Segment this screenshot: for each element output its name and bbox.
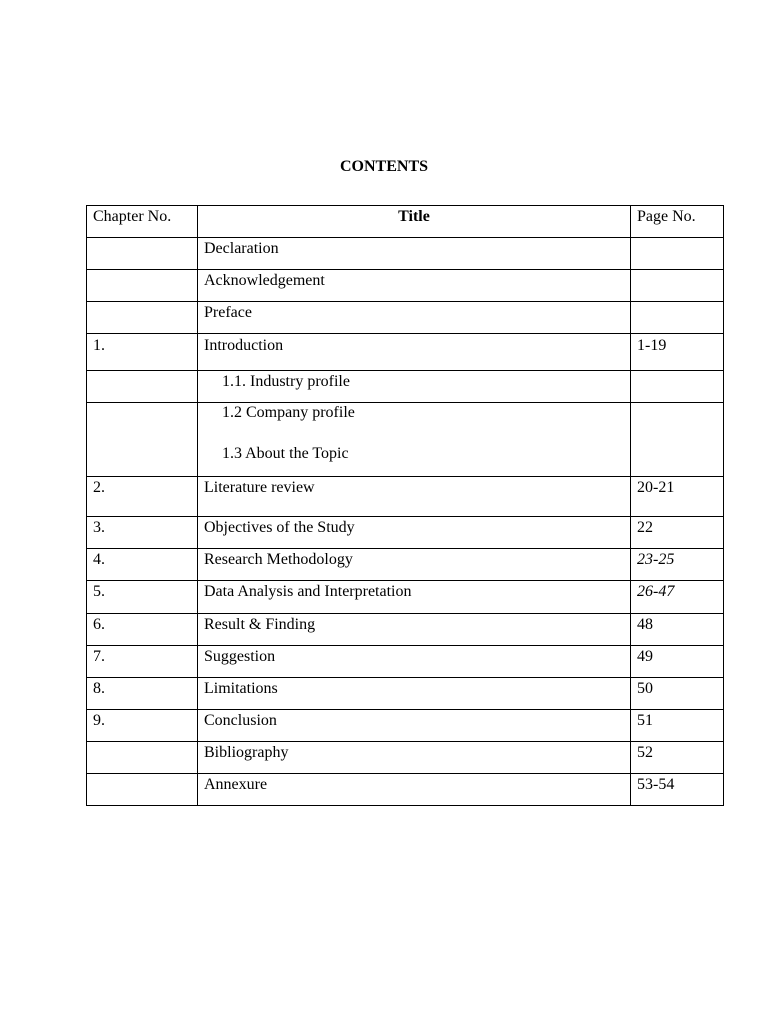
page-cell: 1-19 — [631, 334, 724, 371]
table-row — [87, 614, 724, 646]
page-cell — [631, 270, 724, 302]
table-row — [87, 581, 724, 614]
title-cell: Research Methodology — [198, 549, 631, 581]
header-chapter-no: Chapter No. — [87, 206, 198, 238]
page-cell — [631, 403, 724, 477]
chapter-cell — [87, 238, 198, 270]
table-row — [87, 549, 724, 581]
contents-table — [86, 205, 724, 806]
chapter-cell: 2. — [87, 477, 198, 517]
title-cell: Preface — [198, 302, 631, 334]
page-cell: 20-21 — [631, 477, 724, 517]
title-cell: Result & Finding — [198, 614, 631, 646]
chapter-cell: 3. — [87, 517, 198, 549]
chapter-cell: 9. — [87, 710, 198, 742]
chapter-cell — [87, 742, 198, 774]
page-title: CONTENTS — [339, 158, 429, 175]
chapter-cell: 7. — [87, 646, 198, 678]
title-cell: Annexure — [198, 774, 631, 806]
title-cell: Introduction — [198, 334, 631, 371]
title-cell — [198, 403, 631, 477]
title-cell: Data Analysis and Interpretation — [198, 581, 631, 614]
page-cell: 52 — [631, 742, 724, 774]
page-cell — [631, 238, 724, 270]
table-row — [87, 270, 724, 302]
chapter-cell — [87, 302, 198, 334]
chapter-cell: 5. — [87, 581, 198, 614]
table-row — [87, 710, 724, 742]
title-cell: Acknowledgement — [198, 270, 631, 302]
chapter-cell: 4. — [87, 549, 198, 581]
header-title: Title — [198, 206, 631, 238]
chapter-cell: 8. — [87, 678, 198, 710]
page-cell: 48 — [631, 614, 724, 646]
page-cell — [631, 302, 724, 334]
chapter-cell: 1. — [87, 334, 198, 371]
page-cell: 51 — [631, 710, 724, 742]
chapter-cell — [87, 403, 198, 477]
chapter-cell — [87, 774, 198, 806]
title-cell: Literature review — [198, 477, 631, 517]
table-row — [87, 371, 724, 403]
page-cell: 50 — [631, 678, 724, 710]
table-header-row — [87, 206, 724, 238]
subsection-label: 1.1. Industry profile — [222, 373, 350, 390]
subsection-label: 1.2 Company profile — [222, 404, 355, 421]
title-cell: Objectives of the Study — [198, 517, 631, 549]
table-row — [87, 477, 724, 517]
chapter-cell: 6. — [87, 614, 198, 646]
page-cell: 22 — [631, 517, 724, 549]
page-cell — [631, 371, 724, 403]
title-cell: Suggestion — [198, 646, 631, 678]
table-row — [87, 517, 724, 549]
table-row — [87, 403, 724, 477]
table-row — [87, 774, 724, 806]
page-cell: 49 — [631, 646, 724, 678]
table-row — [87, 742, 724, 774]
title-cell: Limitations — [198, 678, 631, 710]
title-cell: Conclusion — [198, 710, 631, 742]
title-cell — [198, 371, 631, 403]
table-row — [87, 302, 724, 334]
table-row — [87, 646, 724, 678]
page-cell: 26-47 — [631, 581, 724, 614]
table-row — [87, 238, 724, 270]
table-row — [87, 678, 724, 710]
chapter-cell — [87, 371, 198, 403]
title-cell: Declaration — [198, 238, 631, 270]
title-cell: Bibliography — [198, 742, 631, 774]
subsection-label: 1.3 About the Topic — [222, 445, 349, 462]
table-row — [87, 334, 724, 371]
header-page-no: Page No. — [631, 206, 724, 238]
chapter-cell — [87, 270, 198, 302]
page-cell: 23-25 — [631, 549, 724, 581]
page-cell: 53-54 — [631, 774, 724, 806]
